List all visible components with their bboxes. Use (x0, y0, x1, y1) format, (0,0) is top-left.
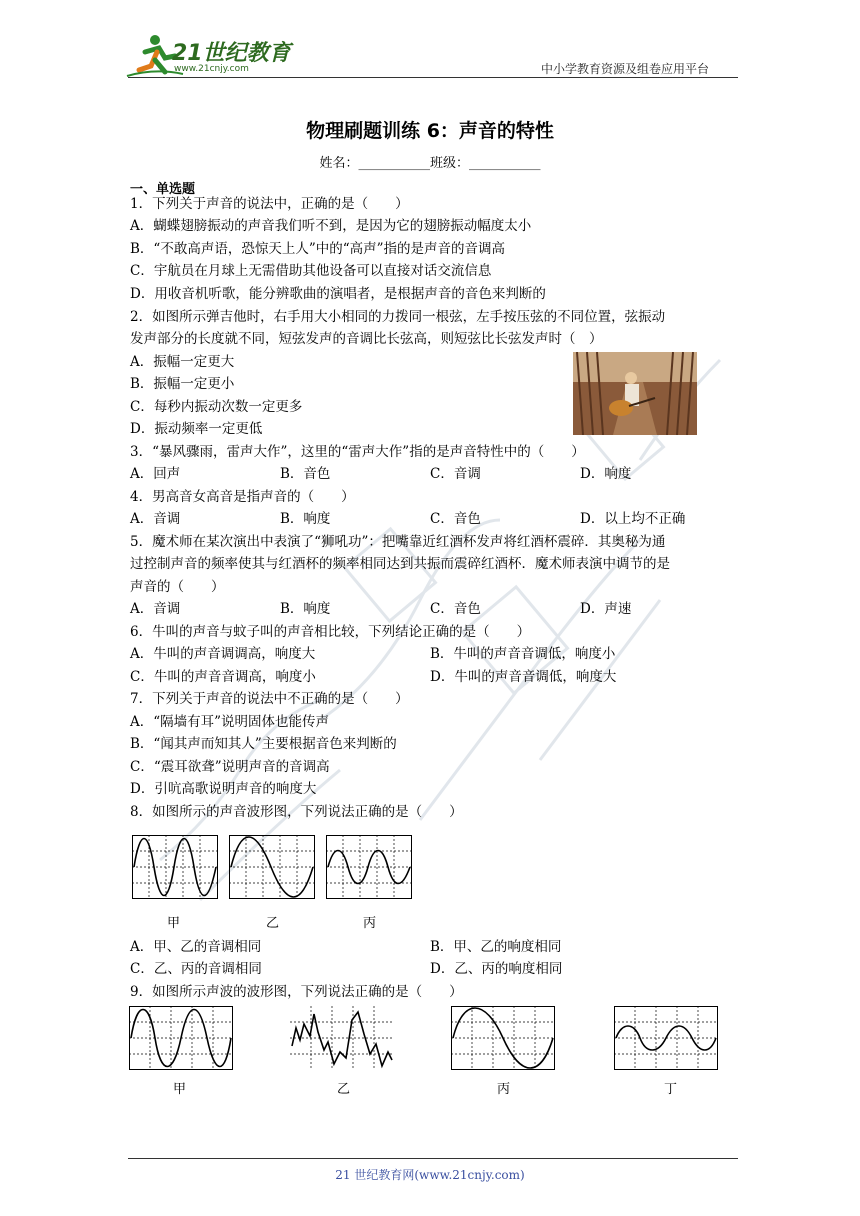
option: C．音色 (430, 511, 481, 527)
option: B．牛叫的声音音调低，响度小 (430, 646, 616, 662)
option: C．“震耳欲聋”说明声音的音调高 (130, 759, 330, 775)
figure-label: 丙 (363, 916, 377, 931)
logo-text: 21世纪教育 (172, 41, 291, 66)
waveform-yi-q9 (290, 1006, 394, 1070)
option: D．以上均不正确 (580, 511, 686, 527)
figure-label: 丙 (497, 1082, 511, 1097)
option: D．牛叫的声音音调低，响度大 (430, 669, 617, 685)
option: B．“闻其声而知其人”主要根据音色来判断的 (130, 736, 397, 752)
page-title: 物理刷题训练 6：声音的特性 (306, 120, 554, 142)
footer-divider (128, 1158, 738, 1159)
question-stem: 发声部分的长度就不同，短弦发声的音调比长弦高，则短弦比长弦发声时（ ） (130, 331, 603, 347)
option: B．音色 (280, 466, 331, 482)
name-class-line: 姓名：___________班级：___________ (319, 156, 541, 171)
option: D．用收音机听歌，能分辨歌曲的演唱者，是根据声音的音色来判断的 (130, 286, 546, 302)
option: D．声速 (580, 601, 632, 617)
platform-name: 中小学教育资源及组卷应用平台 (541, 62, 710, 76)
option: D．振动频率一定更低 (130, 421, 263, 437)
waveform-yi-q8 (229, 835, 315, 899)
option: C．每秒内振动次数一定更多 (130, 399, 303, 415)
option: A．蝴蝶翅膀振动的声音我们听不到，是因为它的翅膀振动幅度太小 (130, 218, 532, 234)
waveform-bing-q8 (326, 835, 412, 899)
question-stem: 3．“暴风骤雨，雷声大作”，这里的“雷声大作”指的是声音特性中的（ ） (130, 444, 585, 460)
footer-text: 21 世纪教育网(www.21cnjy.com) (335, 1168, 525, 1182)
option: B．响度 (280, 511, 331, 527)
option: C．音色 (430, 601, 481, 617)
waveform-bing-q9 (451, 1006, 555, 1070)
option: A．回声 (130, 466, 181, 482)
section-heading: 一、单选题 (130, 182, 196, 197)
waveform-jia-q9 (129, 1006, 233, 1070)
header-divider (128, 77, 738, 78)
question-stem: 声音的（ ） (130, 579, 225, 595)
question-stem: 4．男高音女高音是指声音的（ ） (130, 489, 355, 505)
option: B．“不敢高声语，恐惊天上人”中的“高声”指的是声音的音调高 (130, 241, 506, 257)
figure-label: 丁 (664, 1082, 678, 1097)
question-stem: 2．如图所示弹吉他时，右手用大小相同的力拨同一根弦，左手按压弦的不同位置，弦振动 (130, 309, 666, 325)
option: C．音调 (430, 466, 481, 482)
figure-label: 乙 (337, 1082, 351, 1097)
question-stem: 6．牛叫的声音与蚊子叫的声音相比较，下列结论正确的是（ ） (130, 624, 531, 640)
question-stem: 5．魔术师在某次演出中表演了“狮吼功”：把嘴靠近红酒杯发声将红酒杯震碎．其奥秘为通 (130, 534, 666, 550)
figure-label: 甲 (167, 916, 181, 931)
option: A．甲、乙的音调相同 (130, 939, 262, 955)
option: D．引吭高歌说明声音的响度大 (130, 781, 317, 797)
option: B．振幅一定更小 (130, 376, 235, 392)
waveform-ding-q9 (614, 1006, 718, 1070)
question-stem: 7．下列关于声音的说法中不正确的是（ ） (130, 691, 409, 707)
option: A．牛叫的声音调调高，响度大 (130, 646, 316, 662)
option: D．乙、丙的响度相同 (430, 961, 563, 977)
question-stem: 过控制声音的频率使其与红酒杯的频率相同达到共振而震碎红酒杯．魔术师表演中调节的是 (130, 556, 670, 572)
option: D．响度 (580, 466, 632, 482)
waveform-jia-q8 (132, 835, 218, 899)
option: C．宇航员在月球上无需借助其他设备可以直接对话交流信息 (130, 263, 492, 279)
option: B．甲、乙的响度相同 (430, 939, 562, 955)
question-stem: 8．如图所示的声音波形图，下列说法正确的是（ ） (130, 804, 463, 820)
option: C．乙、丙的音调相同 (130, 961, 262, 977)
option: C．牛叫的声音音调高，响度小 (130, 669, 316, 685)
question-stem: 9．如图所示声波的波形图，下列说法正确的是（ ） (130, 984, 463, 1000)
question-stem: 1．下列关于声音的说法中，正确的是（ ） (130, 196, 409, 212)
figure-label: 甲 (173, 1082, 187, 1097)
logo-url: www.21cnjy.com (174, 64, 249, 74)
option: A．“隔墙有耳”说明固体也能传声 (130, 714, 330, 730)
figure-label: 乙 (266, 916, 280, 931)
guitar-photo (573, 352, 697, 435)
option: A．音调 (130, 511, 181, 527)
option: A．音调 (130, 601, 181, 617)
option: A．振幅一定更大 (130, 354, 235, 370)
option: B．响度 (280, 601, 331, 617)
